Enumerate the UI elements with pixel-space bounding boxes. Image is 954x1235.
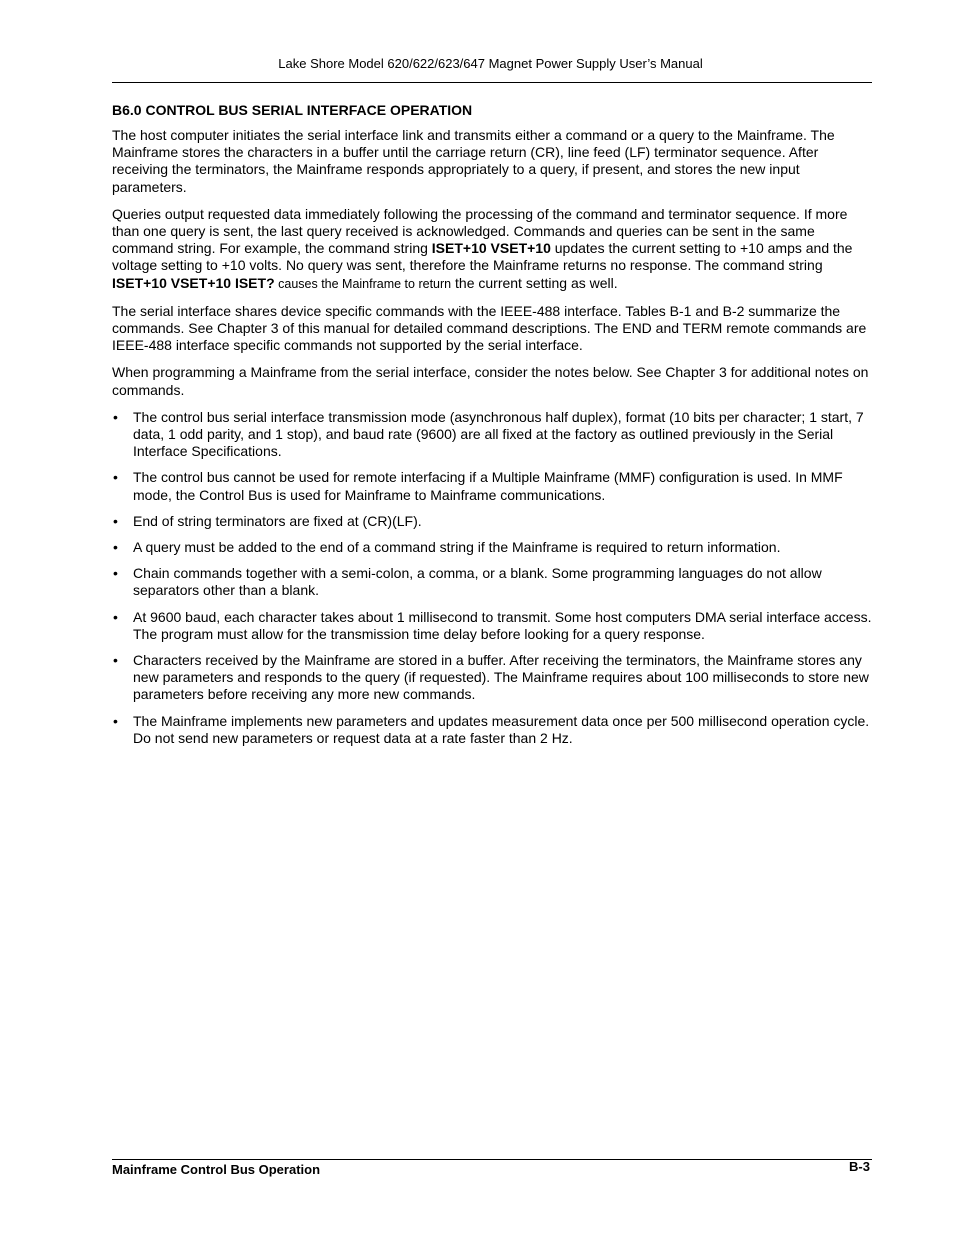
paragraph-queries-text-3: causes the Mainframe to return bbox=[274, 276, 452, 291]
paragraph-queries bbox=[112, 206, 872, 293]
list-item-text: Chain commands together with a semi-colon, a comma, or a blank. Some programming languages do not allow separators other than a blank. bbox=[133, 565, 822, 599]
bullet-icon: • bbox=[113, 565, 118, 582]
paragraph-serial-link: The host computer initiates the serial interface link and transmits either a command or a query to the Mainframe. The Mainframe stores the characters in a buffer until the carriage return (CR), line feed (LF) terminator sequence. After receiving the terminators, the Mainframe responds appropriately to a query, if present, and stores the new input parameters. bbox=[112, 127, 835, 195]
bullet-icon: • bbox=[113, 408, 118, 425]
bullet-icon: • bbox=[113, 469, 118, 486]
notes-list bbox=[112, 409, 872, 747]
running-header: Lake Shore Model 620/622/623/647 Magnet Power Supply User’s Manual bbox=[278, 56, 703, 71]
list-item-text: End of string terminators are fixed at (CR)(LF). bbox=[133, 512, 422, 529]
list-item bbox=[112, 565, 872, 599]
list-item-text: A query must be added to the end of a command string if the Mainframe is required to return information. bbox=[133, 539, 781, 556]
list-item bbox=[112, 713, 872, 747]
bullet-icon: • bbox=[113, 712, 118, 729]
command-example-2: ISET+10 VSET+10 ISET? bbox=[112, 274, 275, 291]
paragraph-queries-text-1: Queries output requested data immediately following the processing of the command and terminator sequence. If more than one query is sent, the last query received is acknowledged. Commands and queries can be sent in the same command string. For example, the command string bbox=[112, 205, 848, 257]
list-item bbox=[112, 539, 872, 556]
paragraph-programming-notes: When programming a Mainframe from the serial interface, consider the notes below. See Chapter 3 for additional notes on commands. bbox=[112, 364, 869, 398]
paragraph-shared-commands: The serial interface shares device specific commands with the IEEE-488 interface. Tables B-1 and B-2 summarize the commands. See Chapter 3 of this manual for detailed command descriptions. The END and TERM remote commands are IEEE-488 interface specific commands not supported by the serial interface. bbox=[112, 302, 867, 354]
footer-section-name: Mainframe Control Bus Operation bbox=[112, 1162, 321, 1177]
list-item bbox=[112, 469, 872, 503]
paragraph-queries-text-2: updates the current setting to +10 amps and the voltage setting to +10 volts. No query was sent, therefore the Mainframe returns no response. The command string bbox=[112, 240, 853, 274]
list-item bbox=[112, 409, 872, 461]
list-item bbox=[112, 652, 872, 704]
list-item-text: The control bus serial interface transmission mode (asynchronous half duplex), format (10 bits per character; 1 start, 7 data, 1 odd parity, and 1 stop), and baud rate (9600) are all fixed at the factory as outlined previously in the Serial Interface Specifications. bbox=[133, 408, 864, 460]
list-item-text: At 9600 baud, each character takes about 1 millisecond to transmit. Some host computers DMA serial interface access. The program must allow for the transmission time delay before looking for a query response. bbox=[133, 608, 872, 642]
list-item bbox=[112, 513, 872, 530]
footer-divider bbox=[112, 1159, 872, 1160]
footer-page-number: B-3 bbox=[849, 1159, 870, 1174]
header-divider bbox=[112, 82, 872, 83]
section-title: B6.0 CONTROL BUS SERIAL INTERFACE OPERATION bbox=[112, 102, 473, 118]
list-item-text: The Mainframe implements new parameters and updates measurement data once per 500 millisecond operation cycle. Do not send new parameters or request data at a rate faster than 2 Hz. bbox=[133, 712, 870, 746]
bullet-icon: • bbox=[113, 512, 118, 529]
page-content bbox=[112, 102, 872, 756]
paragraph-queries-text-4: the current setting as well. bbox=[451, 274, 618, 291]
bullet-icon: • bbox=[113, 652, 118, 669]
list-item bbox=[112, 609, 872, 643]
list-item-text: Characters received by the Mainframe are stored in a buffer. After receiving the terminators, the Mainframe stores any new parameters and responds to the query (if requested). The Mainframe requires about 100 milliseconds to store new parameters before receiving any more new commands. bbox=[133, 652, 869, 703]
bullet-icon: • bbox=[113, 608, 118, 625]
bullet-icon: • bbox=[113, 539, 118, 556]
command-example-1: ISET+10 VSET+10 bbox=[431, 240, 551, 257]
list-item-text: The control bus cannot be used for remote interfacing if a Multiple Mainframe (MMF) configuration is used. In MMF mode, the Control Bus is used for Mainframe to Mainframe communications. bbox=[133, 469, 843, 503]
